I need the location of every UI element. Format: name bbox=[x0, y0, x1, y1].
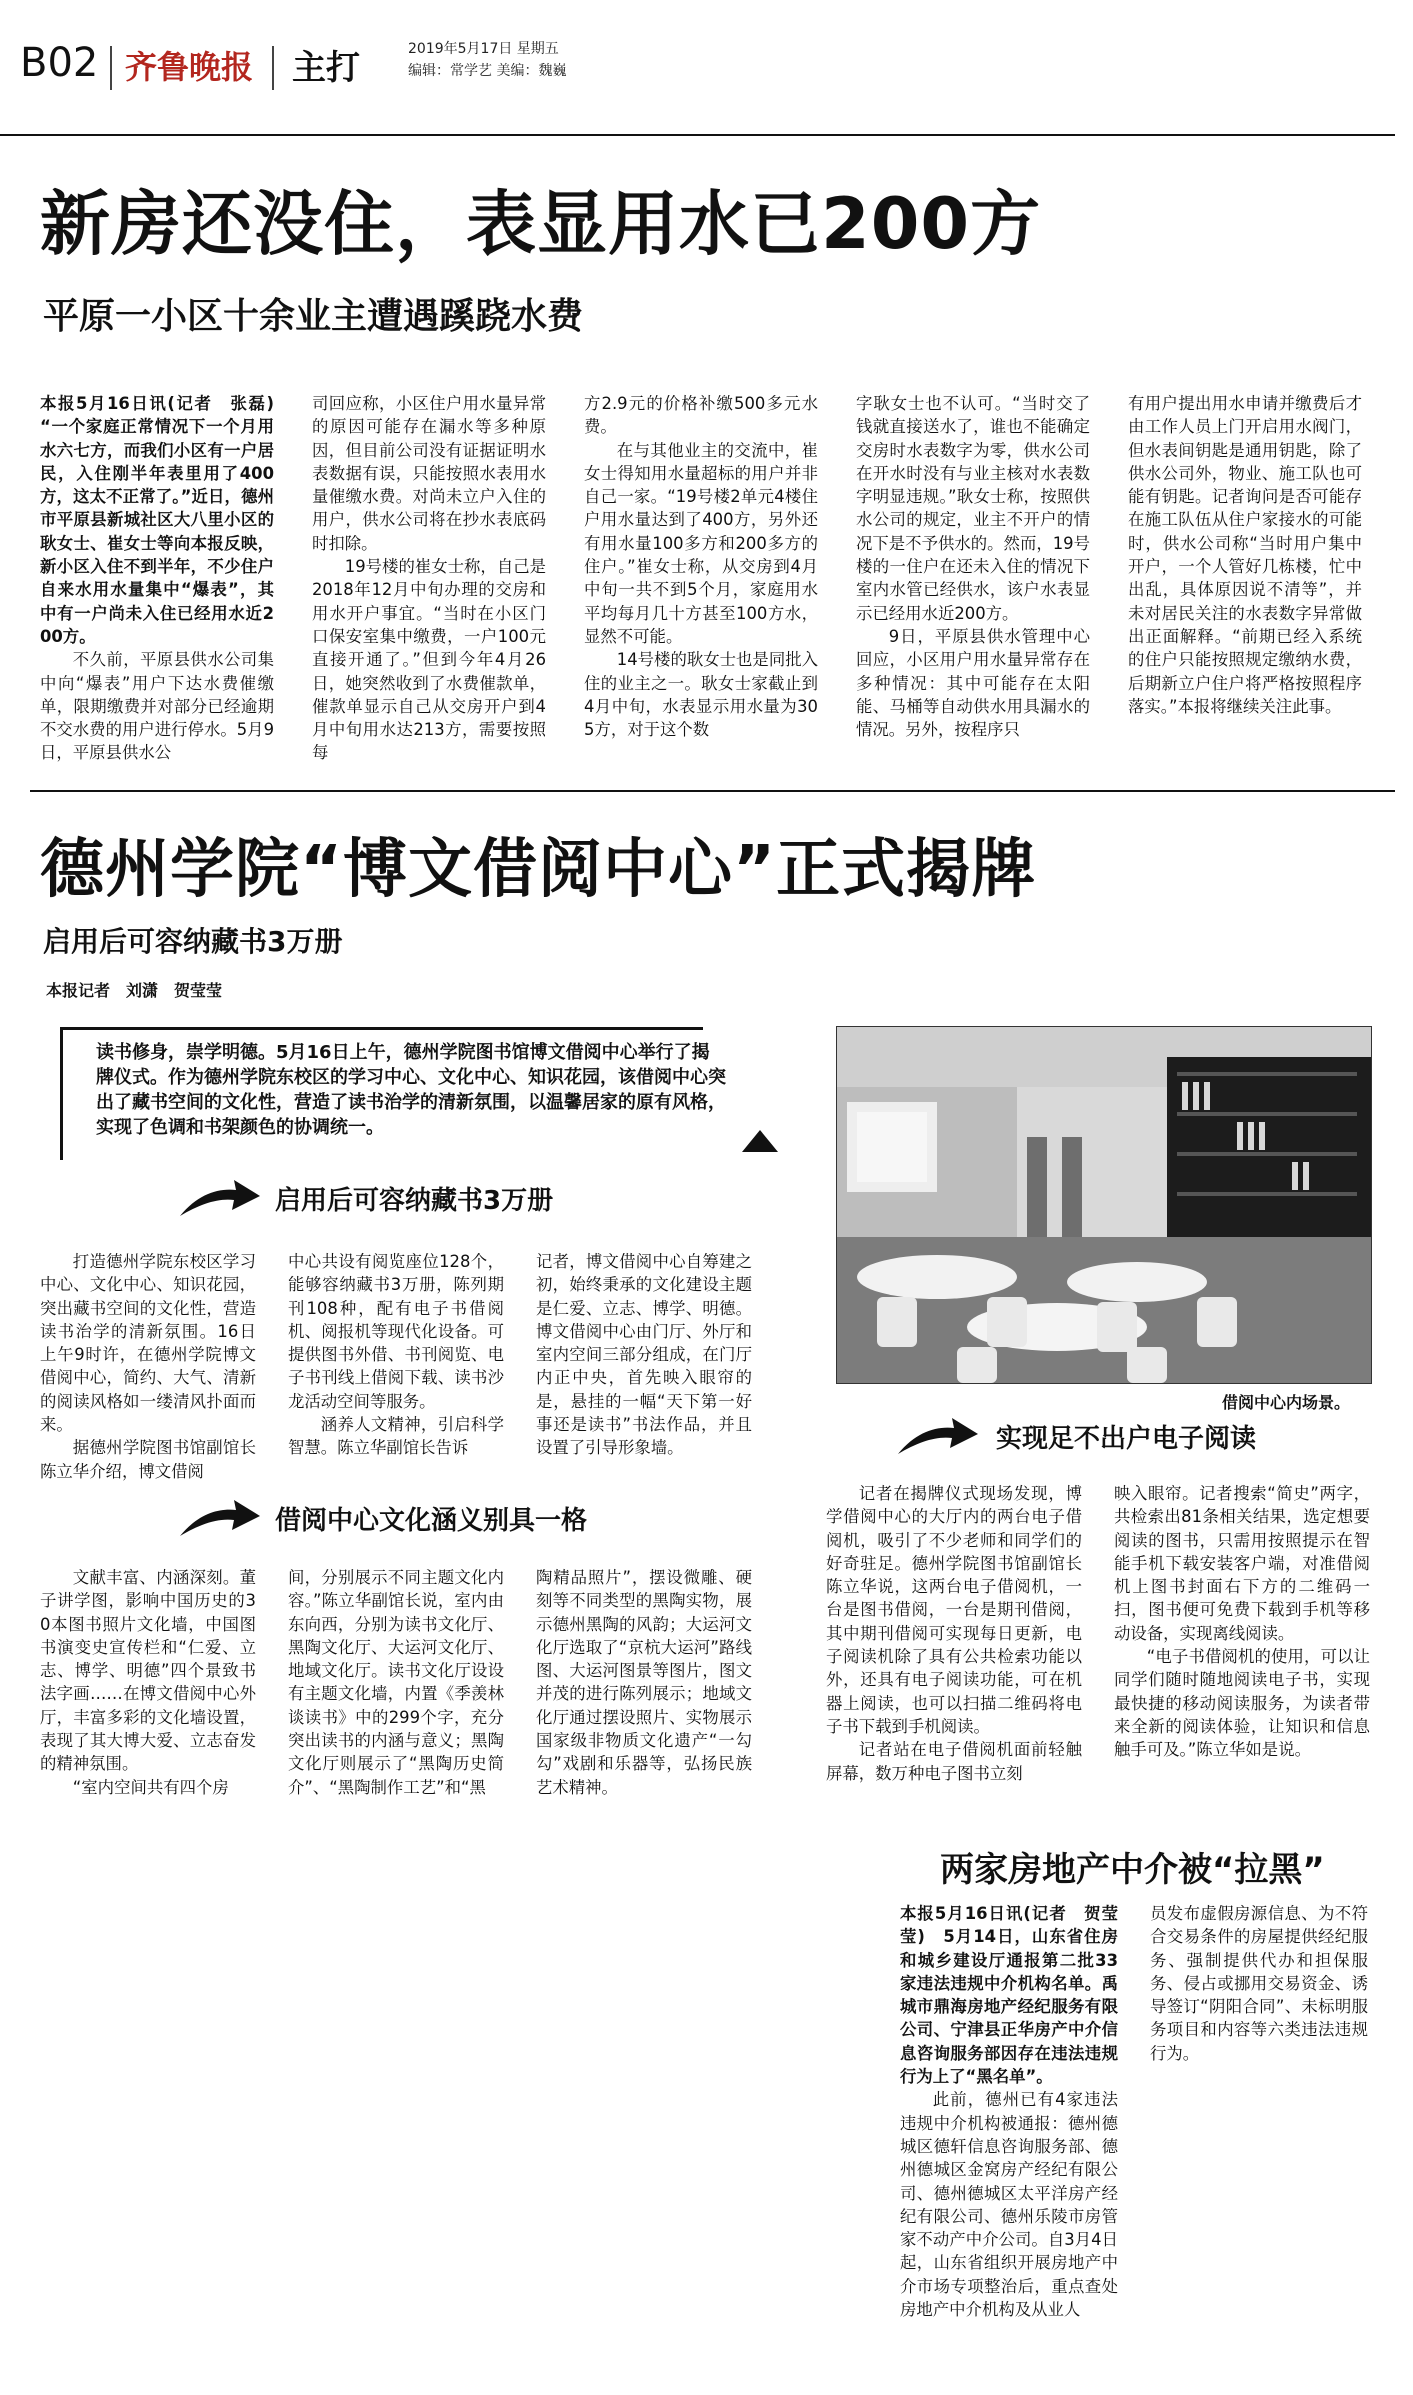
article1-col2 bbox=[312, 392, 546, 762]
subhead-ereading: 实现足不出户电子阅读 bbox=[996, 1424, 1257, 1454]
paragraph: 陶精品照片”，摆设微雕、硬刻等不同类型的黑陶实物，展示德州黑陶的风韵；大运河文化厅选取了“京杭大运河”路线图、大运河图景等图片，图文并茂的进行陈列展示；地域文化厅通过摆设照片、实物展示国家级非物质文化遗产“一勾勾”戏剧和乐器等，弘扬民族艺术精神。 bbox=[536, 1568, 752, 1797]
header-rule bbox=[0, 134, 1395, 136]
s2-col2 bbox=[288, 1566, 504, 1822]
paragraph: 涵养人文精神，引启科学智慧。陈立华副馆长告诉 bbox=[288, 1415, 504, 1458]
article3-title: 两家房地产中介被“拉黑” bbox=[940, 1850, 1325, 1890]
arrow-icon bbox=[178, 1496, 262, 1538]
article1-col4 bbox=[856, 392, 1090, 762]
subhead-capacity: 启用后可容纳藏书3万册 bbox=[275, 1186, 554, 1216]
paragraph: 19号楼的崔女士称，自己是2018年12月中旬办理的交房和用水开户事宜。“当时在小区门口保安室集中缴费，一户100元直接开通了。”但到今年4月26日，她突然收到了水费催款单，催款单显示自己从交房开户到4月中旬用水达213方，需要按照每 bbox=[312, 557, 546, 763]
reading-room-photo bbox=[836, 1026, 1372, 1384]
article3-col2 bbox=[1150, 1902, 1368, 2202]
header-divider bbox=[272, 46, 274, 90]
s1-col2 bbox=[288, 1250, 504, 1480]
article1-col5 bbox=[1128, 392, 1362, 762]
paragraph: 14号楼的耿女士也是同批入住的业主之一。耿女士家截止到4月中旬，水表显示用水量为305方，对于这个数 bbox=[584, 650, 818, 740]
paragraph: “电子书借阅机的使用，可以让同学们随时随地阅读电子书，实现最快捷的移动阅读服务，为读者带来全新的阅读体验，让知识和信息触手可及。”陈立华如是说。 bbox=[1114, 1647, 1370, 1760]
paragraph: 间，分别展示不同主题文化内容。”陈立华副馆长说，室内由东向西，分别为读书文化厅、黑陶文化厅、大运河文化厅、地域文化厅。读书文化厅设设有主题文化墙，内置《季羡林谈读书》中的299个字，充分突出读书的内涵与意义；黑陶文化厅则展示了“黑陶历史简介”、“黑陶制作工艺”和“黑 bbox=[288, 1568, 504, 1797]
paragraph: 9日，平原县供水管理中心回应，小区用户用水量异常存在多种情况：其中可能存在太阳能、马桶等自动供水用具漏水的情况。另外，按程序只 bbox=[856, 626, 1090, 740]
paragraph: 记者站在电子借阅机面前轻触屏幕，数万种电子图书立刻 bbox=[826, 1740, 1082, 1783]
article2-lead: 读书修身，崇学明德。5月16日上午，德州学院图书馆博文借阅中心举行了揭牌仪式。作为德州学院东校区的学习中心、文化中心、知识花园，该借阅中心突出了藏书空间的文化性，营造了读书治学的清新氛围，以温馨居家的原有风格，实现了色调和书架颜色的协调统一。 bbox=[96, 1042, 726, 1138]
paragraph: 打造德州学院东校区学习中心、文化中心、知识花园，突出藏书空间的文化性，营造读书治学的清新氛围。16日上午9时许，在德州学院博文借阅中心，简约、大气、清新的阅读风格如一缕清风扑面而来。 bbox=[40, 1252, 256, 1435]
s3-col1 bbox=[826, 1482, 1082, 1812]
article1-title: 新房还没住，表显用水已200方 bbox=[40, 183, 1042, 265]
article1-col3 bbox=[584, 392, 818, 762]
article2-byline: 本报记者 刘潇 贺莹莹 bbox=[46, 981, 223, 1000]
paragraph: 有用户提出用水申请并缴费后才由工作人员上门开启用水阀门，但水表间钥匙是通用钥匙，除了供水公司外，物业、施工队也可能有钥匙。记者询问是否可能存在施工队伍从住户家接水的可能时，供水公司称“当时用户集中开户，一个人管好几栋楼，忙中出乱，具体原因说不清等”，并未对居民关注的水表数字异常做出正面解释。“前期已经入系统的住户只能按照规定缴纳水费，后期新立户住户将严格按照程序落实。”本报将继续关注此事。 bbox=[1128, 394, 1362, 716]
paragraph: 记者在揭牌仪式现场发现，博学借阅中心的大厅内的两台电子借阅机，吸引了不少老师和同学们的好奇驻足。德州学院图书馆副馆长陈立华说，这两台电子借阅机，一台是图书借阅，一台是期刊借阅，其中期刊借阅可实现每日更新，电子阅读机除了具有公共检索功能以外，还具有电子阅读功能，可在机器上阅读，也可以扫描二维码将电子书下载到手机阅读。 bbox=[826, 1484, 1082, 1736]
article3-col1 bbox=[900, 1902, 1118, 2392]
page-number: B02 bbox=[20, 40, 99, 86]
lead-corner-mark bbox=[742, 1130, 778, 1152]
editor-line: 编辑：常学艺 美编：魏巍 bbox=[408, 63, 567, 79]
arrow-icon bbox=[178, 1176, 262, 1218]
s1-col1 bbox=[40, 1250, 256, 1480]
paragraph: “室内空间共有四个房 bbox=[72, 1777, 229, 1797]
article1-col1 bbox=[40, 392, 291, 763]
paragraph: 映入眼帘。记者搜索“简史”两字，共检索出81条相关结果，选定想要阅读的图书，只需用按照提示在智能手机下载安装客户端，对准借阅机上图书封面右下方的二维码一扫，图书便可免费下载到手机等移动设备，实现离线阅读。 bbox=[1114, 1484, 1370, 1643]
paragraph: 字耿女士也不认可。“当时交了钱就直接送水了，谁也不能确定交房时水表数字为零，供水公司在开水时没有与业主核对水表数字明显违规。”耿女士称，按照供水公司的规定，业主不开户的情况下是不予供水的。然而，19号楼的一住户在还未入住的情况下室内水管已经供水，该户水表显示已经用水近200方。 bbox=[856, 394, 1090, 623]
paragraph: 此前，德州已有4家违法违规中介机构被通报：德州德城区德轩信息咨询服务部、德州德城区金窝房产经纪有限公司、德州德城区太平洋房产经纪有限公司、德州乐陵市房管家不动产中介公司。自3月4日起，山东省组织开展房地产中介市场专项整治后，重点查处房地产中介机构及从业人 bbox=[900, 2090, 1118, 2320]
dateline: 本报5月16日讯(记者 贺莹莹) 5月14日，山东省住房和城乡建设厅通报第二批33家违法违规中介机构名单。禹城市鼎海房地产经纪服务有限公司、宁津县正华房产中介信息咨询服务部因存在违法违规行为上了“黑名单”。 bbox=[900, 1904, 1118, 2087]
s2-col1 bbox=[40, 1566, 256, 1822]
arrow-icon bbox=[896, 1414, 980, 1456]
header-divider bbox=[110, 46, 112, 90]
paragraph: 记者，博文借阅中心自筹建之初，始终秉承的文化建设主题是仁爱、立志、博学、明德。博文借阅中心由门厅、外厅和室内空间三部分组成，在门厅内正中央，首先映入眼帘的是，悬挂的一幅“天下第一好事还是读书”书法作品，并且设置了引导形象墙。 bbox=[536, 1252, 752, 1458]
paragraph: 中心共设有阅览座位128个，能够容纳藏书3万册，陈列期刊108种，配有电子书借阅机、阅报机等现代化设备。可提供图书外借、书刊阅览、电子书刊线上借阅下载、读书沙龙活动空间等服务。 bbox=[288, 1252, 504, 1411]
section-rule bbox=[30, 790, 1395, 792]
paragraph: 方2.9元的价格补缴500多元水费。 bbox=[584, 394, 818, 437]
header-meta bbox=[408, 38, 566, 82]
paper-logo: 齐鲁晚报 bbox=[125, 48, 254, 86]
s3-col2 bbox=[1114, 1482, 1370, 1812]
dateline: 本报5月16日讯(记者 张磊) “一个家庭正常情况下一个月用水六七方，而我们小区有一户居民，入住刚半年表里用了400方，这太不正常了。”近日，德州市平原县新城社区大八里小区的耿女士、崔女士等向本报反映，新小区入住不到半年，不少住户自来水用水量集中“爆表”，其中有一户尚未入住已经用水近200方。 bbox=[40, 394, 291, 646]
article1-subtitle: 平原一小区十余业主遭遇蹊跷水费 bbox=[43, 296, 584, 337]
section-name: 主打 bbox=[292, 48, 360, 88]
article2-subtitle: 启用后可容纳藏书3万册 bbox=[43, 925, 343, 958]
reading-room-image bbox=[837, 1027, 1371, 1383]
photo-caption: 借阅中心内场景。 bbox=[1222, 1393, 1351, 1412]
paragraph: 员发布虚假房源信息、为不符合交易条件的房屋提供经纪服务、强制提供代办和担保服务、侵占或挪用交易资金、诱导签订“阴阳合同”、未标明服务项目和内容等六类违法违规行为。 bbox=[1150, 1904, 1368, 2063]
article2-title: 德州学院“博文借阅中心”正式揭牌 bbox=[40, 833, 1037, 907]
subhead-culture: 借阅中心文化涵义别具一格 bbox=[275, 1506, 588, 1536]
paragraph: 在与其他业主的交流中，崔女士得知用水量超标的用户并非自己一家。“19号楼2单元4楼住户用水量达到了400方，另外还有用水量100多方和200多方的住户。”崔女士称，从交房到4月中旬一共不到5个月，家庭用水平均每月几十方甚至100方水，显然不可能。 bbox=[584, 440, 818, 646]
paragraph: 据德州学院图书馆副馆长陈立华介绍，博文借阅 bbox=[40, 1438, 256, 1481]
paragraph: 不久前，平原县供水公司集中向“爆表”用户下达水费催缴单，限期缴费并对部分已经逾期不交水费的用户进行停水。5月9日，平原县供水公 bbox=[40, 650, 274, 763]
paragraph: 文献丰富、内涵深刻。董子讲学图，影响中国历史的30本图书照片文化墙，中国图书演变史宣传栏和“仁爱、立志、博学、明德”四个景致书法字画……在博文借阅中心外厅，丰富多彩的文化墙设置，表现了其大博大爱、立志奋发的精神氛围。 bbox=[40, 1568, 256, 1774]
paragraph: 司回应称，小区住户用水量异常的原因可能存在漏水等多种原因，但目前公司没有证据证明水表数据有误，只能按照水表用水量催缴水费。对尚未立户入住的用户，供水公司将在抄水表底码时扣除。 bbox=[312, 394, 546, 553]
s2-col3 bbox=[536, 1566, 752, 1822]
s1-col3 bbox=[536, 1250, 752, 1480]
date-line: 2019年5月17日 星期五 bbox=[408, 41, 559, 57]
